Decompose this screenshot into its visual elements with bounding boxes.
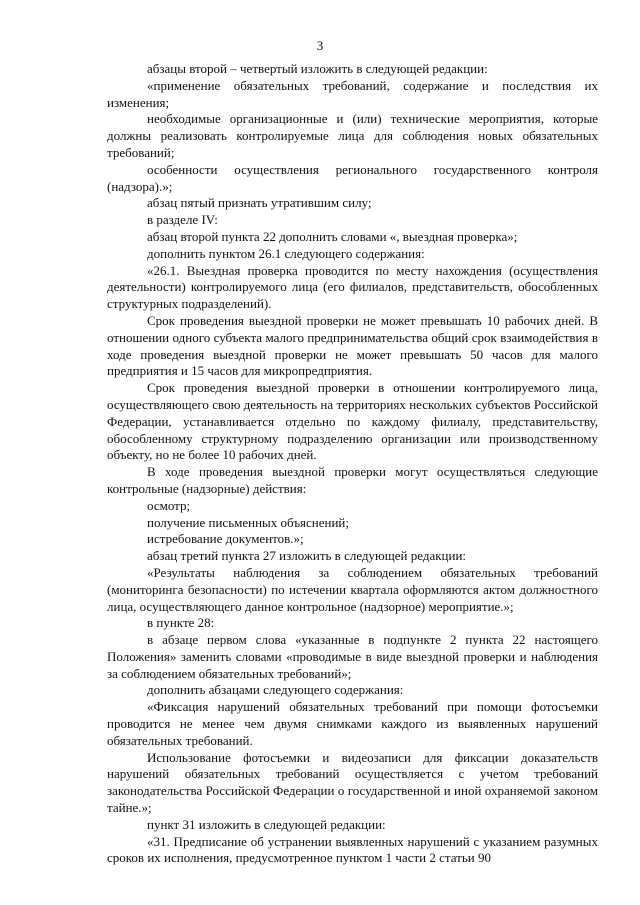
paragraph: В ходе проведения выездной проверки могут осуществляться следующие контрольные (надзорные) действия: xyxy=(107,464,598,496)
paragraph: дополнить абзацами следующего содержания: xyxy=(147,682,404,698)
paragraph: абзацы второй – четвертый изложить в следующей редакции: xyxy=(147,61,488,76)
paragraph: абзац второй пункта 22 дополнить словами «, выездная проверка»; xyxy=(147,228,518,244)
paragraph: особенности осуществления регионального государственного контроля (надзора).»; xyxy=(107,161,598,194)
paragraph: «Фиксация нарушений обязательных требований при помощи фотосъемки проводится не менее чем двумя снимками каждого из выявленных нарушений обязательных требований. xyxy=(107,699,598,748)
document-body xyxy=(107,61,598,867)
paragraph: абзац третий пункта 27 изложить в следующей редакции: xyxy=(147,548,467,564)
paragraph: «применение обязательных требований, содержание и последствия их изменения; xyxy=(107,77,598,110)
paragraph: в пункте 28: xyxy=(147,615,215,631)
paragraph: истребование документов.»; xyxy=(147,531,304,547)
paragraph: дополнить пунктом 26.1 следующего содержания: xyxy=(147,245,425,261)
paragraph: Использование фотосъемки и видеозаписи для фиксации доказательств нарушений обязательных требований осуществляется с учетом требований законодательства Российской Федерации о государственной и иной охраняемой законом тайне.»; xyxy=(107,749,598,816)
page-number: 3 xyxy=(316,38,324,53)
paragraph: «31. Предписание об устранении выявленных нарушений с указанием разумных сроков их исполнения, предусмотренное пунктом 1 части 2 статьи 90 xyxy=(107,833,598,866)
paragraph: в абзаце первом слова «указанные в подпункте 2 пункта 22 настоящего Положения» заменить словами «проводимые в виде выездной проверки и наблюдения за соблюдением обязательных требований»; xyxy=(107,632,598,681)
paragraph: в разделе IV: xyxy=(147,212,218,228)
paragraph: «26.1. Выездная проверка проводится по месту нахождения (осуществления деятельности) контролируемого лица (его филиалов, представительств, обособленных структурных подразделений). xyxy=(107,262,598,312)
paragraph: Срок проведения выездной проверки в отношении контролируемого лица, осуществляющего свою деятельность на территориях нескольких субъектов Российской Федерации, устанавливается отдельно по каждому филиалу, представительству, обособленному структурному подразделению организации или производственному объекту, но не более 10 рабочих дней. xyxy=(107,380,598,463)
paragraph: получение письменных объяснений; xyxy=(147,514,349,530)
paragraph: осмотр; xyxy=(147,497,191,513)
paragraph: пункт 31 изложить в следующей редакции: xyxy=(147,816,386,832)
paragraph: «Результаты наблюдения за соблюдением обязательных требований (мониторинга безопасности) по истечении квартала оформляются актом должностного лица, осуществляющего данное контрольное (надзорное) мероприятие.»; xyxy=(107,564,598,614)
paragraph: необходимые организационные и (или) технические мероприятия, которые должны реализовать контролируемые лица для соблюдения новых обязательных требований; xyxy=(107,111,598,160)
paragraph: Срок проведения выездной проверки не может превышать 10 рабочих дней. В отношении одного субъекта малого предпринимательства общий срок взаимодействия в ходе проведения выездной проверки не может превышать 50 часов для малого предприятия и 15 часов для микропредприятия. xyxy=(107,312,598,379)
paragraph: абзац пятый признать утратившим силу; xyxy=(147,195,372,211)
